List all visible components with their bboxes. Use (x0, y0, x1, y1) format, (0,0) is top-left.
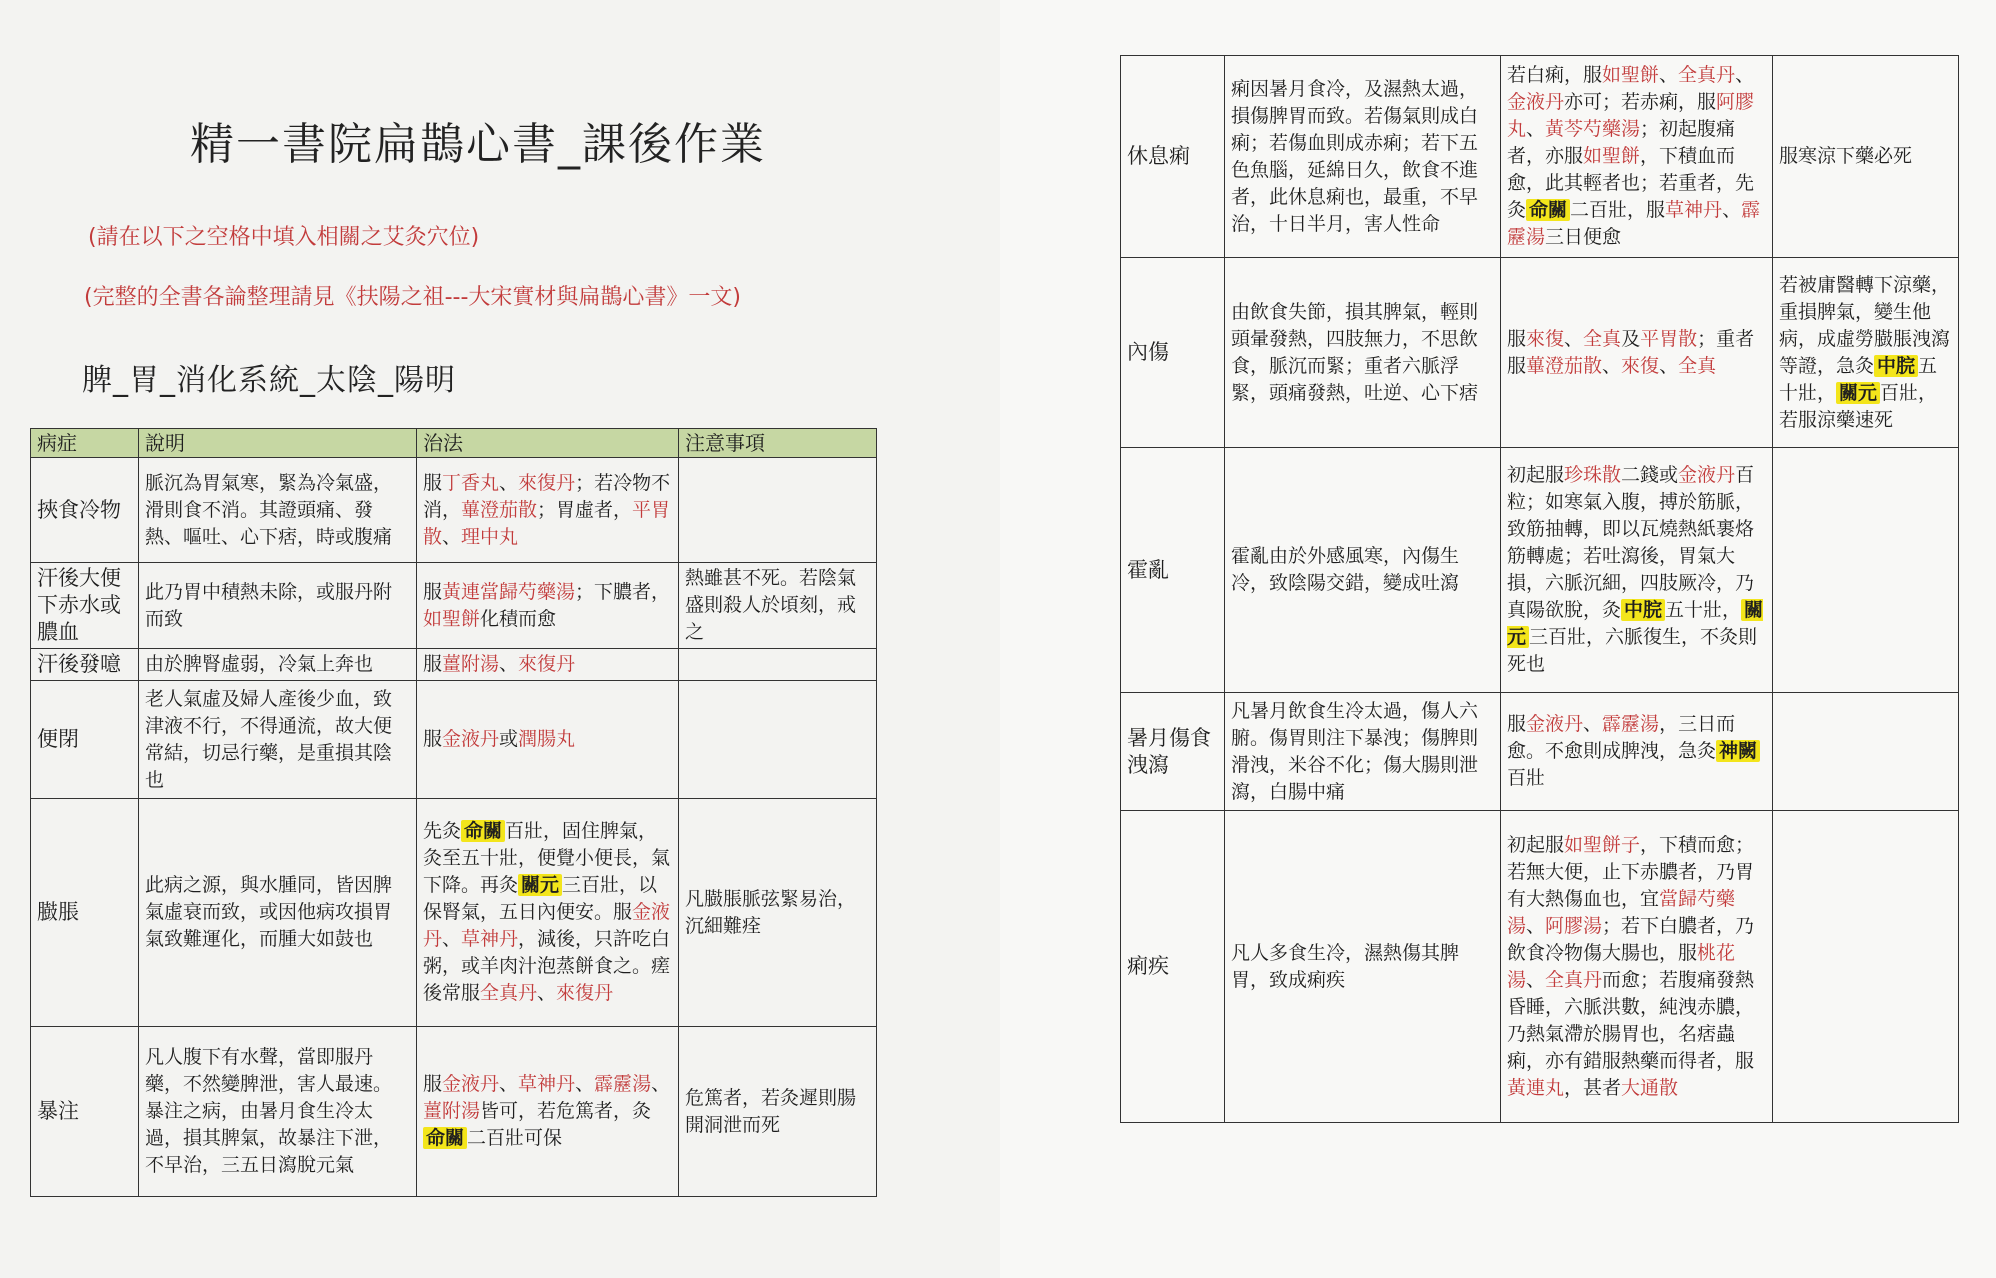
treatment-cell (417, 649, 679, 681)
acupoint-highlight: 關元 (1836, 382, 1880, 404)
treatment-cell (1501, 56, 1773, 258)
notes-cell (1773, 811, 1959, 1123)
herb-name: 珍珠散 (1564, 464, 1622, 486)
text-segment: 、 (1526, 968, 1546, 991)
herb-name: 霹靂湯 (1507, 199, 1761, 248)
text-segment: 百壯 (1507, 767, 1546, 789)
text-segment: 二百壯可保 (467, 1127, 563, 1149)
description-cell: 凡人腹下有水聲，當即服丹藥，不然變脾泄，害人最速。暴注之病，由暑月食生冷太過，損其脾氣，故暴注下泄，不早治，三五日瀉脫元氣 (139, 1027, 417, 1197)
text-segment: 、 (499, 471, 519, 494)
herb-name: 潤腸丸 (518, 728, 576, 750)
notes-cell: 凡臌脹脈弦緊易治，沉細難痊 (679, 799, 877, 1027)
text-segment: 、 (442, 525, 462, 548)
description-cell: 老人氣虛及婦人產後少血，致津液不行，不得通流，故大便常結，切忌行藥，是重損其陰也 (139, 681, 417, 799)
herb-name: 金液丹 (442, 1073, 500, 1095)
text-segment: 五十壯， (1779, 354, 1938, 404)
header-description: 說明 (139, 429, 417, 458)
herb-name: 薑附湯 (423, 1100, 481, 1122)
text-segment: 服 (423, 1073, 443, 1095)
disease-cell: 暴注 (31, 1027, 139, 1197)
text-segment: 若白痢，服 (1507, 64, 1603, 86)
notes-cell (1773, 693, 1959, 811)
treatment-cell (1501, 258, 1773, 448)
text-segment: 服 (423, 728, 443, 750)
herb-name: 草神丹 (518, 1073, 576, 1095)
table-row (1121, 56, 1959, 258)
text-segment: 百壯，若服涼藥速死 (1779, 381, 1938, 431)
herb-name: 蓽澄茄散 (461, 498, 538, 521)
herb-name: 來復 (1526, 327, 1565, 350)
herb-name: 全真丹 (1545, 968, 1603, 991)
herb-name: 如聖餅 (423, 607, 481, 630)
disease-cell: 挾食冷物 (31, 458, 139, 563)
disease-cell: 便閉 (31, 681, 139, 799)
acupoint-highlight: 關元 (518, 874, 562, 896)
disease-cell: 霍亂 (1121, 448, 1225, 693)
acupoint-highlight: 關元 (1507, 599, 1764, 648)
text-segment: 、 (1564, 327, 1584, 350)
text-segment: 若被庸醫轉下涼藥，重損脾氣，變生他病，成虛勞臌脹洩瀉等證，急灸 (1779, 273, 1951, 377)
table-row (1121, 448, 1959, 693)
herb-name: 金液丹 (1507, 91, 1565, 113)
herb-name: 如聖餅子 (1564, 833, 1641, 856)
text-segment: 二百壯，服 (1570, 199, 1666, 221)
left-table (30, 428, 877, 1197)
text-segment: 三百壯，六脈復生，不灸則死也 (1507, 626, 1758, 675)
text-segment: ，三日而愈。不愈則成脾洩，急灸 (1507, 713, 1736, 762)
description-cell: 霍亂由於外感風寒，內傷生冷，致陰陽交錯，變成吐瀉 (1225, 448, 1501, 693)
herb-name: 草神丹 (461, 928, 519, 950)
treatment-cell (1501, 448, 1773, 693)
herb-name: 理中丸 (461, 525, 519, 548)
notes-cell (1773, 258, 1959, 448)
description-cell: 由於脾腎虛弱，冷氣上奔也 (139, 649, 417, 681)
herb-name: 丁香丸 (442, 471, 500, 494)
text-segment: 三百壯，以保腎氣，五日內便安。服 (423, 874, 658, 923)
text-segment: 、 (1735, 64, 1755, 86)
table-row (31, 1027, 877, 1197)
herb-name: 平胃散 (423, 498, 671, 548)
description-cell: 凡暑月飲食生冷太過，傷人六腑。傷胃則注下暴洩；傷脾則滑洩，米谷不化；傷大腸則泄瀉，白腸中痛 (1225, 693, 1501, 811)
notes-cell (679, 458, 877, 563)
herb-name: 如聖餅 (1583, 145, 1641, 167)
acupoint-highlight: 中脘 (1621, 599, 1665, 621)
header-treatment: 治法 (417, 429, 679, 458)
herb-name: 全真 (1678, 354, 1717, 377)
text-segment: 服 (423, 653, 443, 675)
text-segment: 初起服 (1507, 833, 1565, 856)
notes-cell (1773, 448, 1959, 693)
text-segment: 、 (575, 1073, 595, 1095)
disease-cell: 內傷 (1121, 258, 1225, 448)
table-row (31, 799, 877, 1027)
herb-name: 全真丹 (480, 982, 538, 1004)
header-disease: 病症 (31, 429, 139, 458)
text-segment: 二錢或 (1621, 464, 1679, 486)
notes-cell (679, 649, 877, 681)
text-segment: 、 (499, 1073, 519, 1095)
text-segment: 服 (1507, 713, 1527, 735)
text-segment: ，下積血而愈，此其輕者也；若重者，先灸 (1507, 145, 1755, 221)
herb-name: 金液丹 (423, 901, 671, 950)
text-segment: ，甚者 (1564, 1076, 1622, 1099)
herb-name: 當歸芍藥湯 (1507, 887, 1736, 937)
acupoint-highlight: 命關 (461, 820, 505, 842)
text-segment: 、 (1602, 354, 1622, 377)
herb-name: 薑附湯 (442, 653, 500, 675)
text-segment: 、 (651, 1073, 671, 1095)
text-segment: 亦可；若赤痢，服 (1564, 91, 1717, 113)
text-segment: 服 (1507, 327, 1527, 350)
table-row (1121, 693, 1959, 811)
herb-name: 金液丹 (442, 728, 500, 750)
herb-name: 霹靂湯 (1602, 713, 1660, 735)
text-segment: ；下膿者， (575, 580, 671, 603)
herb-name: 黃連當歸芍藥湯 (442, 580, 576, 603)
text-segment: 及 (1621, 327, 1641, 350)
text-segment: 三日便愈 (1545, 226, 1622, 248)
text-segment: 或 (499, 728, 519, 750)
herb-name: 阿膠湯 (1545, 914, 1603, 937)
instruction-note: (請在以下之空格中填入相關之艾灸穴位) (88, 225, 480, 250)
treatment-cell (1501, 693, 1773, 811)
herb-name: 來復丹 (518, 653, 576, 675)
disease-cell: 暑月傷食洩瀉 (1121, 693, 1225, 811)
acupoint-highlight: 神闕 (1716, 740, 1760, 762)
notes-cell: 危篤者，若灸遲則腸開洞泄而死 (679, 1027, 877, 1197)
text-segment: ；重者服 (1507, 327, 1755, 377)
notes-cell (679, 681, 877, 799)
text-segment: ；胃虛者， (537, 498, 633, 521)
text-segment: ；若冷物不消， (423, 471, 671, 521)
treatment-cell (417, 458, 679, 563)
text-segment: ，下積而愈；若無大便，止下赤膿者，乃胃有大熱傷血也，宜 (1507, 833, 1755, 910)
text-segment: 、 (1526, 914, 1546, 937)
treatment-cell (417, 1027, 679, 1197)
herb-name: 金液丹 (1678, 464, 1736, 486)
acupoint-highlight: 命關 (423, 1127, 467, 1149)
disease-cell: 臌脹 (31, 799, 139, 1027)
treatment-cell (417, 799, 679, 1027)
disease-cell: 汗後大便下赤水或膿血 (31, 563, 139, 649)
herb-name: 草神丹 (1665, 199, 1723, 221)
text-segment: 、 (442, 928, 462, 950)
disease-cell: 汗後發噫 (31, 649, 139, 681)
disease-cell: 休息痢 (1121, 56, 1225, 258)
text-segment: 、 (1583, 713, 1603, 735)
treatment-cell (1501, 811, 1773, 1123)
text-segment: 百壯，固住脾氣，灸至五十壯，便覺小便長，氣下降。再灸 (423, 820, 671, 896)
text-segment: 化積而愈 (480, 607, 557, 630)
text-segment: 、 (1722, 199, 1742, 221)
herb-name: 黃芩芍藥湯 (1545, 118, 1641, 140)
header-notes: 注意事項 (679, 429, 877, 458)
section-title: 脾_胃_消化系統_太陰_陽明 (82, 363, 456, 398)
herb-name: 桃花湯 (1507, 941, 1736, 991)
text-segment: 服 (423, 471, 443, 494)
text-segment: ；若下白膿者，乃飲食冷物傷大腸也，服 (1507, 914, 1755, 964)
notes-cell: 熱雖甚不死。若陰氣盛則殺人於頃刻，戒之 (679, 563, 877, 649)
right-table (1120, 55, 1959, 1123)
text-segment: 、 (1659, 64, 1679, 86)
text-segment: 、 (1659, 354, 1679, 377)
herb-name: 全真 (1583, 327, 1622, 350)
acupoint-highlight: 中脘 (1874, 355, 1918, 377)
document-title: 精一書院扁鵲心書_課後作業 (190, 119, 766, 170)
table-row (31, 563, 877, 649)
reference-note: (完整的全書各論整理請見《扶陽之祖---大宋實材與扁鵲心書》一文) (84, 285, 741, 310)
herb-name: 平胃散 (1640, 327, 1698, 350)
herb-name: 如聖餅 (1602, 64, 1660, 86)
acupoint-highlight: 命關 (1526, 199, 1570, 221)
description-cell: 痢因暑月食冷，及濕熱太過，損傷脾胃而致。若傷氣則成白痢；若傷血則成赤痢；若下五色魚腦，延綿日久，飲食不進者，此休息痢也，最重，不早治，十日半月，害人性命 (1225, 56, 1501, 258)
text-segment: 皆可，若危篤者，灸 (480, 1100, 652, 1122)
herb-name: 全真丹 (1678, 64, 1736, 86)
text-segment: 服 (423, 580, 443, 603)
description-cell: 此病之源，與水腫同，皆因脾氣虛衰而致，或因他病攻損胃氣致難運化，而腫大如鼓也 (139, 799, 417, 1027)
description-cell: 脈沉為胃氣寒，緊為冷氣盛，滑則食不消。其證頭痛、發熱、嘔吐、心下痞，時或腹痛 (139, 458, 417, 563)
text-segment: 五十壯， (1665, 599, 1742, 621)
herb-name: 來復丹 (556, 982, 614, 1004)
herb-name: 阿膠丸 (1507, 91, 1755, 140)
text-segment: 、 (537, 982, 557, 1004)
treatment-cell (417, 563, 679, 649)
text-segment: 先灸 (423, 820, 462, 842)
text-segment: 而愈；若腹痛發熱昏睡，六脈洪數，純洩赤膿，乃熱氣滯於腸胃也，名痞蟲痢，亦有錯服熱藥而得者，服 (1507, 968, 1755, 1072)
herb-name: 來復 (1621, 354, 1660, 377)
treatment-cell (417, 681, 679, 799)
table-row (31, 458, 877, 563)
herb-name: 霹靂湯 (594, 1073, 652, 1095)
text-segment: ，減後，只許吃白粥，或羊肉汁泡蒸餅食之。瘥後常服 (423, 928, 671, 1004)
notes-cell: 服寒涼下藥必死 (1773, 56, 1959, 258)
description-cell: 由飲食失節，損其脾氣，輕則頭暈發熱，四肢無力，不思飲食，脈沉而緊；重者六脈浮緊，頭痛發熱，吐逆、心下痞 (1225, 258, 1501, 448)
text-segment: ；初起腹痛者，亦服 (1507, 118, 1736, 167)
disease-cell: 痢疾 (1121, 811, 1225, 1123)
text-segment: 初起服 (1507, 464, 1565, 486)
text-segment: 、 (499, 653, 519, 675)
text-segment: 百粒；如寒氣入腹，搏於筋脈，致筋抽轉，即以瓦燒熱紙裹烙筋轉處；若吐瀉後，胃氣大損，六脈沉細，四肢厥冷，乃真陽欲脫，灸 (1507, 464, 1755, 621)
herb-name: 黃連丸 (1507, 1076, 1565, 1099)
table-row (31, 649, 877, 681)
herb-name: 蓽澄茄散 (1526, 354, 1603, 377)
table-row (31, 681, 877, 799)
table-row (1121, 811, 1959, 1123)
description-cell: 此乃胃中積熱未除，或服丹附而致 (139, 563, 417, 649)
text-segment: 、 (1526, 118, 1546, 140)
herb-name: 金液丹 (1526, 713, 1584, 735)
header-row (31, 429, 877, 458)
herb-name: 來復丹 (518, 471, 576, 494)
herb-name: 大通散 (1621, 1076, 1679, 1099)
table-row (1121, 258, 1959, 448)
description-cell: 凡人多食生冷，濕熱傷其脾胃，致成痢疾 (1225, 811, 1501, 1123)
